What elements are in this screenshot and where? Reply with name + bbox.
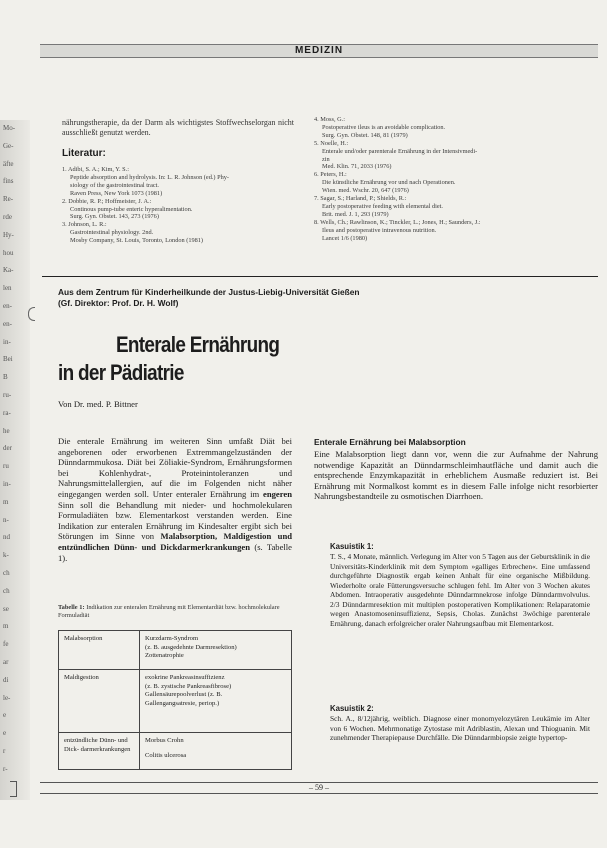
gutter-fragment: len (3, 284, 12, 293)
gutter-fragment: rde (3, 213, 12, 221)
gutter-fragment: äfte (3, 159, 14, 168)
gutter-fragment: m (3, 497, 9, 506)
reference-line: zin (322, 155, 330, 163)
gutter-fragment: ar (3, 658, 9, 666)
table-cell-details (140, 670, 292, 733)
gutter-fragment: en- (3, 319, 12, 328)
detail-line: Gallengangsatresie, periop.) (145, 699, 220, 707)
article-author: Von Dr. med. P. Bittner (58, 399, 138, 409)
reference-line: Brit. med. J. 1, 293 (1979) (322, 210, 389, 218)
references-list-right (314, 116, 598, 243)
gutter-fragment: m (3, 622, 9, 631)
case-1-text: T. S., 4 Monate, männlich. Verlegung im Alter von 5 Tagen aus der Geburtsklinik in die Universitäts-Kinderklinik mit dem Symptom »galliges Erbrechen«. Eine umfassend durchgeführte Diagnostik ergab keinen Anhalt für eine organische Mißbildung. Wiederholte orale Fütterungsversuche schlugen fehl. Im Alter von 3 Wochen akutes Abdomen. Intraoperativ ausgedehnte Dünndarmnekrose infolge Dünndarmvolvulus. 2/3 Dünndarmresektion mit multiplen postoperativen Komplikationen: Relaparatomie wegen Anastomoseninsuffizienz, Sepsis, Cholas. Zunächst 3wöchige parenterale Ernährung, danach erfolgreicher oraler Nahrungsaufbau mit Elementarkost. (330, 552, 590, 628)
punch-hole-mark (28, 307, 35, 321)
gutter-fragment: ru- (3, 391, 12, 399)
indication-list: Malabsorption, Maldigestion und entzündlichen Dünn- und Dickdarmerkrankungen (58, 531, 292, 552)
gutter-fragment: k- (3, 551, 9, 560)
reference-line: Surg. Gyn. Obstet. 143, 273 (1976) (70, 213, 159, 221)
malabsorption-paragraph: Eine Malabsorption liegt dann vor, wenn die zur Aufnahme der Nahrung notwendige Kapazität an Dünndarmschleimhautfläche und damit auch die entsprechende Enzymkapazität in erheblichem Ausmaße reduziert ist. Bei Ernährung mit Normalkost kommt es in diesem Falle infolge nicht resorbierter Nahrungsbestandteile zu osmotischen Diarrhoen. (314, 449, 598, 502)
gutter-fragment: he (3, 426, 10, 435)
reference-line: Mosby Company, St. Louis, Toronto, London (1981) (70, 237, 204, 245)
gutter-fragment: Hy- (3, 230, 14, 239)
reference-line: Early postoperative feeding with elemental diet. (322, 202, 443, 210)
gutter-fragment: Ge- (3, 141, 14, 150)
table-row (59, 670, 292, 733)
article-title-line-1: Enterale Ernährung (116, 332, 280, 357)
reference-line: Surg. Gyn. Obstet. 148, 81 (1979) (322, 131, 408, 139)
gutter-fragment: se (3, 604, 9, 613)
table-cell-details (140, 631, 292, 670)
detail-line: Colitis ulcerosa (145, 751, 187, 759)
reference-line: 1. Adibi, S. A.; Kim, Y. S.: (62, 166, 130, 173)
reference-line: Die künstliche Ernährung vor und nach Operationen. (322, 179, 456, 187)
reference-line: 8. Wells, Ch.; Rawlinson, K.; Tinckler, L.; Jones, H.; Saunders, J.: (314, 218, 481, 226)
detail-line: Kurzdarm-Syndrom (145, 635, 199, 642)
gutter-fragment: e (3, 711, 7, 720)
reference-line: Lancet 1/6 (1980) (322, 234, 368, 242)
case-2-heading: Kasuistik 2: (330, 704, 374, 713)
reference-line: Postoperative ileus is an avoidable complication. (322, 123, 446, 131)
reference-line: 2. Dobbie, R. P.; Hoffmeister, J. A.: (62, 197, 152, 205)
reference-line: 6. Peters, H.: (314, 171, 347, 179)
reference-line: Med. Klin. 71, 2033 (1976) (322, 163, 392, 171)
margin-bracket-mark (10, 781, 17, 797)
table-caption (58, 604, 298, 620)
case-2-text: Sch. A., 8/12jährig, weiblich. Diagnose einer monomyelozytären Leukämie im Alter von 6 Wochen. Mehrmonatige Zytostase mit Adriblastin, Alexan und Thioguanin. Mit zunehmender Therapiepause Durchfälle. Die Dünndarmbiopsie zeigte hypertop- (330, 714, 590, 742)
case-1-heading: Kasuistik 1: (330, 542, 374, 551)
detail-line: (z. B. ausgedehnte Darmresektion) (145, 643, 237, 651)
reference-line: 5. Noelle, H.: (314, 139, 349, 147)
reference-line: Wien. med. Wschr. 20, 647 (1976) (322, 187, 409, 195)
detail-line: exokrine Pankreasinsuffizienz (145, 674, 225, 681)
reference-line: 4. Moss, G.: (314, 116, 345, 123)
table-row (59, 733, 292, 770)
gutter-fragment: der (3, 444, 12, 453)
reference-line: Enterale und/oder parenterale Ernährung in der Intensivmedi- (322, 147, 478, 155)
table-cell-category: Maldigestion (59, 670, 140, 733)
gutter-fragment: Mo- (3, 124, 16, 132)
reference-line: Ileus and postoperative intravenous nutrition. (322, 226, 437, 234)
gutter-fragment: in- (3, 480, 11, 488)
gutter-fragment: Re- (3, 195, 14, 204)
gutter-fragment: ch (3, 569, 10, 577)
table-cell-details (140, 733, 292, 770)
section-label: MEDIZIN (294, 45, 344, 56)
gutter-fragment: hou (3, 248, 14, 257)
gutter-fragment: n- (3, 515, 9, 524)
gutter-fragment: ra- (3, 408, 11, 417)
table-caption-text: Indikation zur enteralen Ernährung mit Elementardiät bzw. hochmolekulare Formuladiät (58, 604, 280, 619)
adjacent-page-gutter (0, 120, 30, 800)
gutter-fragment: r (3, 747, 6, 755)
gutter-fragment: di (3, 675, 9, 684)
detail-line: Zottenatrophie (145, 652, 184, 659)
detail-line: Gallensäurepoolverlust (z. B. (145, 691, 223, 698)
reference-line: Continous pump-tube enteric hyperalimentation. (70, 205, 193, 213)
gutter-fragment: ch (3, 586, 10, 595)
gutter-fragment: B (3, 373, 8, 382)
gutter-fragment: le- (3, 693, 11, 702)
reference-line: Gastrointestinal physiology. 2nd. (70, 229, 154, 237)
gutter-fragment: fins (3, 177, 14, 186)
malabsorption-heading: Enterale Ernährung bei Malabsorption (314, 437, 466, 447)
detail-line: Morbus Crohn (145, 737, 184, 744)
table-row (59, 631, 292, 670)
reference-line: 3. Johnson, L. R.: (62, 221, 107, 229)
gutter-fragment: in- (3, 337, 11, 346)
reference-line: siology of the gastrointestinal tract. (70, 181, 160, 189)
gutter-fragment: r- (3, 764, 8, 773)
gutter-fragment: ru (3, 462, 9, 471)
section-divider (42, 276, 598, 277)
table-reference: (s. Tabelle 1). (58, 541, 292, 563)
gutter-fragment: nd (3, 533, 10, 542)
table-cell-category: Malabsorption (59, 631, 140, 670)
indication-table (58, 630, 292, 770)
section-header-bar (40, 44, 598, 58)
article-intro-paragraph (58, 436, 292, 563)
gutter-fragment: Bei (3, 355, 13, 364)
gutter-fragment: fe (3, 640, 9, 649)
references-list-left (62, 166, 298, 245)
institution-director: (Gf. Direktor: Prof. Dr. H. Wolf) (58, 298, 179, 308)
intro-emphasis: engeren (263, 488, 292, 499)
gutter-fragment: Ka- (3, 266, 14, 275)
gutter-fragment: en- (3, 302, 12, 310)
previous-article-continuation: nährungstherapie, da der Darm als wichtigstes Stoffwechselorgan nicht ausschließt genutzt werden. (62, 118, 294, 137)
references-heading: Literatur: (62, 148, 106, 159)
table-caption-label: Tabelle 1: (58, 604, 85, 611)
detail-line: (z. B. zystische Pankreasfibrose) (145, 682, 232, 690)
table-cell-category: entzündliche Dünn- und Dick- darmerkrankungen (59, 733, 140, 770)
reference-line: Peptide absorption and hydrolysis. In: L. R. Johnson (ed.) Phy- (70, 173, 229, 181)
intro-text-cont: Sinn soll die Behandlung mit nieder- und hochmolekularen Formuladiäten bzw. Elementarkost verstanden werden. Eine Indikation zur enteralen Ernährung im Kindesalter ergibt sich bei Störungen im Sinne von (58, 499, 292, 542)
intro-text: Die enterale Ernährung im weiteren Sinn umfaßt Diät bei angeborenen oder erworbenen Extremmangelzuständen der Dünndarmmukosa. Diät bei Zöliakie-Syndrom, Ernährungsformen bei Kohlenhydrat-, Proteinintoleranzen und Nahrungsmittelallergien, auf die im Folgenden nicht näher eingegangen werden soll. Unter enteraler Ernährung im (58, 436, 292, 499)
reference-line: Raven Press, New York 1073 (1981) (70, 189, 163, 197)
article-title-line-2: in der Pädiatrie (58, 360, 184, 385)
gutter-fragment: e (3, 729, 7, 738)
institution-line: Aus dem Zentrum für Kinderheilkunde der Justus-Liebig-Universität Gießen (58, 287, 360, 297)
reference-line: 7. Sagar, S.; Harland, P.; Shields, R.: (314, 195, 407, 203)
page-number: – 59 – (40, 782, 598, 794)
